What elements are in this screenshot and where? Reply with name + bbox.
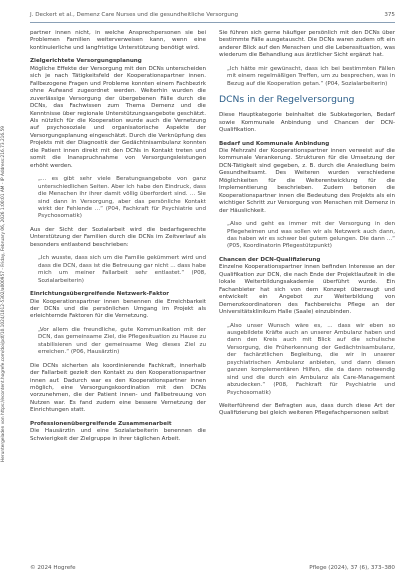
page-number: 375 <box>384 12 395 18</box>
interview-quote: „... es gibt sehr viele Beratungsangebote von ganz unterschiedlichen Seiten. Aber ich habe den Eindruck, dass die Menschen ihr ihrer damit völlig überfordert sind. ... Sie sind dann in Versorgung, aber das persönliche Kontakt wirkt der Fehlende ...“ (P04, Fachkraft für Psychiatrie und Psychosomatik) <box>38 176 206 220</box>
right-column <box>219 30 395 424</box>
interview-quote: „Also unser Wunsch wäre es, ... dass wir eben so ausgebildete Kräfte auch an unserer Ambulanz haben und dann den Kreis auch mit Blick auf die schulische Versorgung, die Früherkennung der Gedächtnisambulanz, der fachärztlichen Begleitung, die wir in unserer psychiatrischen Ambulanz anbieten, und dann diesen ganzen komplementären Hilfen, die da dann notwendig sind und die durch ein Ambulanz als Care-Management abzudecken.“ (P08, Fachkraft für Psychiatrie und Psychosomatik) <box>227 322 395 396</box>
journal-citation: Pflege (2024), 37 (6), 373–380 <box>309 565 395 571</box>
subheading: Professionenübergreifende Zusammenarbeit <box>30 420 172 427</box>
paragraph: Die Hausärztin und eine Sozialarbeiterin benennen die Schwierigkeit der Zielgruppe in ihrer täglichen Arbeit. <box>30 428 206 442</box>
interview-quote: „Also und geht es immer mit der Versorgung in den Pflegeheimen und was sollen wir als Netzwerk auch dann, das haben wir es schwer bei gutem gelungen. Die dann ...“ (P05, Koordinatorin Pflegestützpunkt) <box>227 221 395 250</box>
interview-quote: „Ich wusste, dass sich um die Familie gekümmert wird und dass die DCN, dass ist die Betreuung gar nicht ... dass habe mich um meiner Fallarbeit sehr entlastet.“ (P08, Sozialarbeiterin) <box>38 255 206 284</box>
subheading: Bedarf und Kommunale Anbindung <box>219 140 330 147</box>
running-title: J. Deckert et al., Demenz Care Nurses und die gesundheitliche Versorgung <box>30 12 239 18</box>
paragraph: Einzelne Kooperationspartner innen befinden Interesse an der Qualifikation zur DCN, die nach Ende der Projektlaufzeit in die lokale Weiterbildungsakademie überführt wurde. Ein Fachanbieter hat sich von dem Konzept überzeugt und entwickelt ein Angebot zur Weiterbildung von Demenzkoordinatoren des Fachbereichs Pflege an der Universitätsklinikum Halle (Saale) einzubinden. <box>219 264 395 316</box>
paragraph: Die Mehrzahl der Kooperationspartner innen verweist auf die kommunale Verankerung. Strukturen für die Umsetzung der DCN-Tätigkeit sind gegeben, z. B. durch die Ansiedlung beim Gesundheitsamt. Des Weiteren wurden verschiedene Möglichkeiten für die Weiterentwicklung für die Implementierung beschrieben. Zudem betonen die Kooperationspartner innen die Bedeutung des Projekts als ein wichtiger Schritt zur Versorgung von Menschen mit Demenz in der Häuslichkeit. <box>219 147 395 214</box>
paragraph: Diese Hauptkategorie beinhaltet die Subkategorien, Bedarf sowie Kommunale Anbindung und Chancen der DCN-Qualifikation. <box>219 112 395 134</box>
interview-quote: „Ich hätte mir gewünscht, dass ich bei bestimmten Fällen mit einem regelmäßigen Treffen, um zu besprechen, was in Bezug auf die Kooperation getan.“ (P04, Sozialarbeiterin) <box>227 65 395 87</box>
copyright-notice: © 2024 Hogrefe <box>30 565 76 571</box>
paragraph: Die Kooperationspartner innen benennen die Erreichbarkeit der DCNs und die persönlichen Umgang im Projekt als erleichternde Faktoren für die Vernetzung. <box>30 298 206 320</box>
header-divider <box>30 22 395 23</box>
running-header <box>30 12 395 22</box>
paragraph: Mögliche Effekte der Versorgung mit den DCNs unterscheiden sich je nach Tätigkeitsfeld der Kooperationspartner innen. Fallbezogene Fragen und Probleme konnten einem Fachbezirk ohne Aufwand zugeordnet werden. Weiterhin wurden die zuverlässige Versorgung der übergebenen Fälle durch die DCNs, das Fachwissen zum Thema Demenz und die Kenntnisse über regionale Unterstützungsangebote geschätzt. Als nützlich für die Kooperation wurde auch die Vernetzung auf psychosoziale und organisatorische Aspekte der Versorgungsplanung eingeschätzt. Durch die Verknüpfung des Projekts mit der Diagnostik der Gedächtnisambulanz konnten die Patient innen direkt mit den DCNs in Kontakt treten und somit die Inanspruchnahme von Versorgungsleistungen erhöht werden. <box>30 65 206 169</box>
paragraph: partner innen nicht, in welche Ansprechpersonen sie bei Problemen Familien weiterverweisen kann, wenn eine kontinuierliche und langfristige Unterstützung benötigt wird. <box>30 30 206 51</box>
paragraph: Sie führen sich gerne häufiger persönlich mit den DCNs über bestimmte Fälle ausgetauscht. Die DCNs waren zudem oft ein anderer Blick auf den Menschen und die Lebenssituation, was wiederum die Behandlung aus ärztlicher Sicht ergänzt hat. <box>219 30 395 59</box>
page-footer <box>30 565 395 575</box>
interview-quote: „Vor allem die freundliche, gute Kommunikation mit der DCN, das gemeinsame Ziel, die Pflegesituation zu Hause zu stabilisieren und der gemeinsame Weg dieses Ziel zu erreichen.“ (P06, Hausärztin) <box>38 326 206 356</box>
subheading: Einrichtungsübergreifende Netzwerk-Faktor <box>30 291 170 298</box>
paragraph: Die DCNs sicherten als koordinierende Fachkraft, innerhalb der Fallarbeit gezielt den Kontakt zu den Kooperationspartner innen auf. Dadurch war es den Kooperationspartner innen möglich, eine Versorgungskoordination mit den DCNs vorzunehmen, die der Patient innen- und Fallbetreuung von Nutzen war. Es fand zudem eine bessere Vernetzung der Einrichtungen statt. <box>30 362 206 414</box>
subheading: Zielgerichtete Versorgungsplanung <box>30 58 142 65</box>
left-column <box>30 30 206 449</box>
paragraph: Weiterführend der Befragten aus, dass durch diese Art der Qualifizierung bei gleich weiteren Pflegefachpersonen selbst <box>219 403 395 417</box>
subheading: Chancen der DCN-Qualifizierung <box>219 256 321 263</box>
download-watermark: Heruntergeladen von https://econtent.hogrefe.com/doi/pdf/10.1024/1012-5302/a000957 - Friday, February 06, 2026 1:00:01 AM - IP Address:216.73.216.59 <box>1 126 6 462</box>
section-title: DCNs in der Regelversorgung <box>219 94 355 106</box>
paragraph: Aus der Sicht der Sozialarbeit wird die bedarfsgerechte Unterstützung der Familien durch die DCNs im Zeitverlauf als besonders entlastend beschrieben: <box>30 226 206 248</box>
